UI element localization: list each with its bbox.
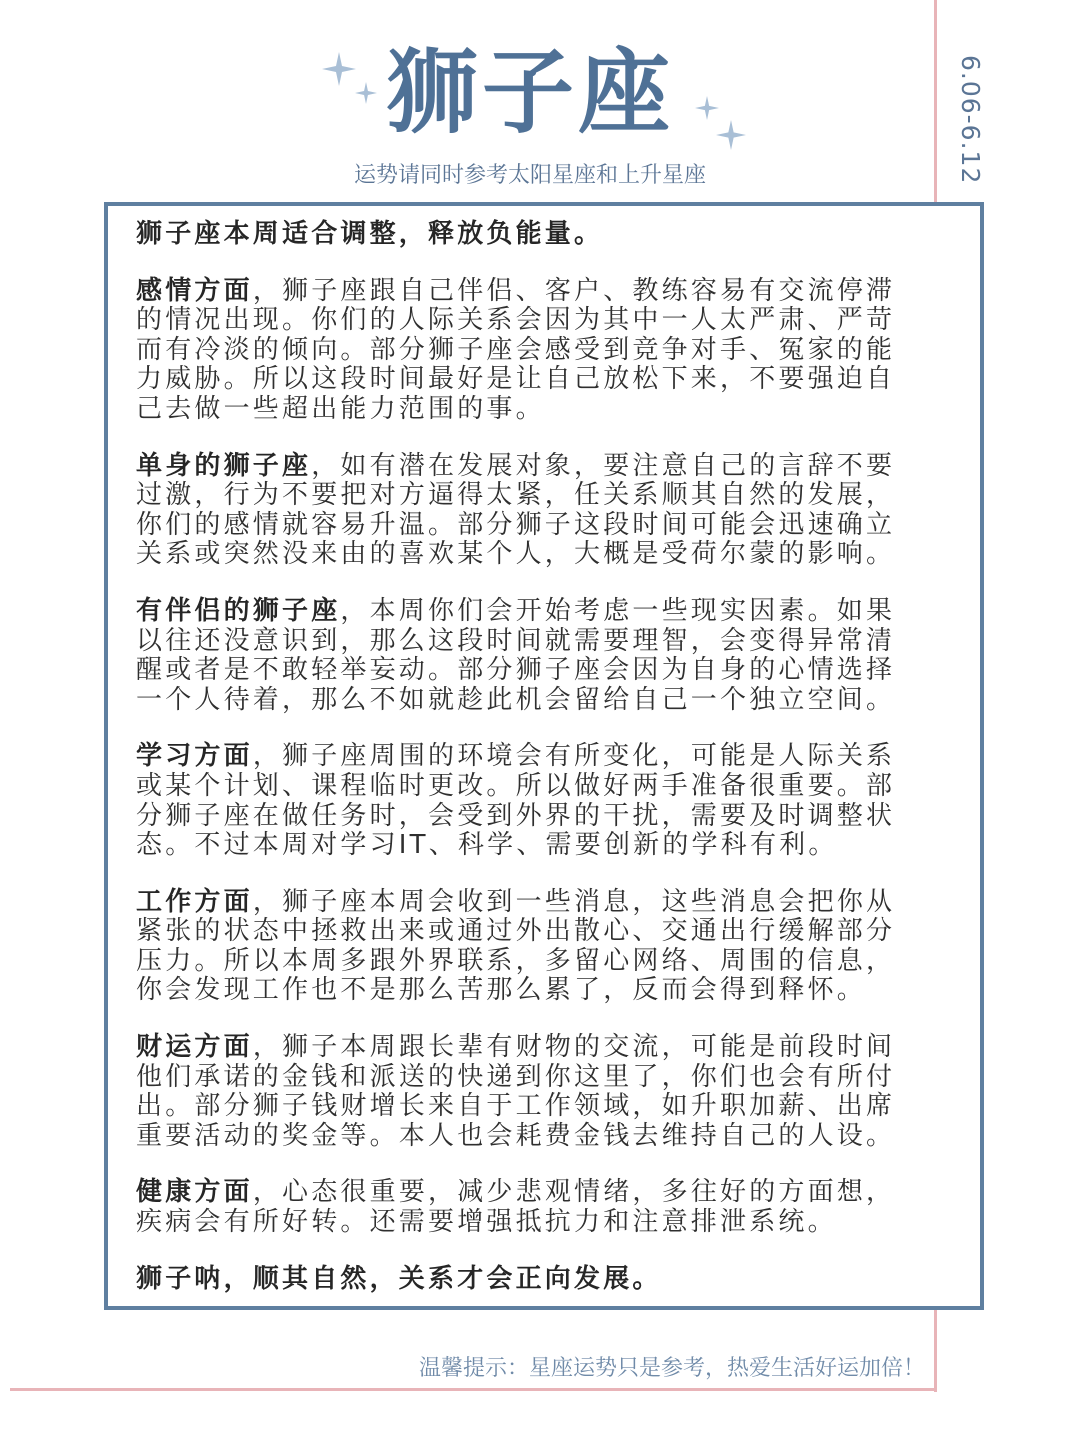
section-text: ，心态很重要，减少悲观情绪，多往好的方面想，疾病会有所好转。还需要增强抵抗力和注意排泄系统。: [136, 1177, 896, 1238]
section-lead: 感情方面: [136, 275, 253, 306]
section-health: [136, 1178, 921, 1237]
section-text: ，狮子座跟自己伴侣、客户、教练容易有交流停滞的情况出现。你们的人际关系会因为其中一人太严肃、严苛而有冷淡的倾向。部分狮子座会感受到竞争对手、冤家的能力威胁。所以这段时间最好是让自己放松下来，不要强迫自己去做一些超出能力范围的事。: [136, 275, 896, 424]
section-wealth: [136, 1033, 921, 1151]
section-text: ，如有潜在发展对象，要注意自己的言辞不要过激，行为不要把对方逼得太紧，任关系顺其自然的发展，你们的感情就容易升温。部分狮子这段时间可能会迅速确立关系或突然没来由的喜欢某个人，大概是受荷尔蒙的影响。: [136, 450, 896, 570]
section-lead: 狮子呐，顺其自然，关系才会正向发展。: [136, 1263, 662, 1294]
pink-horizontal-line: [10, 1388, 937, 1391]
section-summary: [136, 220, 921, 250]
section-closing: [136, 1265, 921, 1295]
section-lead: 健康方面: [136, 1177, 253, 1208]
section-lead: 狮子座本周适合调整，释放负能量。: [136, 219, 604, 249]
section-text: ，狮子座本周会收到一些消息，这些消息会把你从紧张的状态中拯救出来或通过外出散心、交通出行缓解部分压力。所以本周多跟外界联系，多留心网络、周围的信息，你会发现工作也不是那么苦那么累了，反而会得到释怀。: [136, 886, 896, 1006]
section-text: ，狮子座周围的环境会有所变化，可能是人际关系或某个计划、课程临时更改。所以做好两手准备很重要。部分狮子座在做任务时，会受到外界的干扰，需要及时调整状态。不过本周对学习IT、科学、需要创新的学科有利。: [136, 741, 896, 861]
page-title: 狮子座: [385, 39, 674, 146]
section-partnered: [136, 597, 921, 715]
date-range: 6.06-6.12: [956, 55, 985, 185]
section-lead: 单身的狮子座: [136, 450, 312, 481]
section-lead: 工作方面: [136, 886, 253, 917]
section-love: [136, 277, 921, 425]
section-lead: 财运方面: [136, 1032, 253, 1063]
section-lead: 有伴侣的狮子座: [136, 595, 341, 626]
section-work: [136, 888, 921, 1006]
page-subtitle: 运势请同时参考太阳星座和上升星座: [353, 163, 706, 188]
section-study: [136, 742, 921, 860]
section-single: [136, 452, 921, 570]
horoscope-content: [136, 220, 921, 1321]
footer-tip: 温馨提示：星座运势只是参考，热爱生活好运加倍！: [418, 1356, 925, 1381]
section-text: ，本周你们会开始考虑一些现实因素。如果以往还没意识到，那么这段时间就需要理智，会变得异常清醒或者是不敢轻举妄动。部分狮子座会因为自身的心情选择一个人待着，那么不如就趁此机会留给自己一个独立空间。: [136, 595, 896, 715]
section-lead: 学习方面: [136, 741, 253, 772]
section-text: ，狮子本周跟长辈有财物的交流，可能是前段时间他们承诺的金钱和派送的快递到你这里了，你们也会有所付出。部分狮子钱财增长来自于工作领域，如升职加薪、出席重要活动的奖金等。本人也会耗费金钱去维持自己的人设。: [136, 1032, 896, 1151]
